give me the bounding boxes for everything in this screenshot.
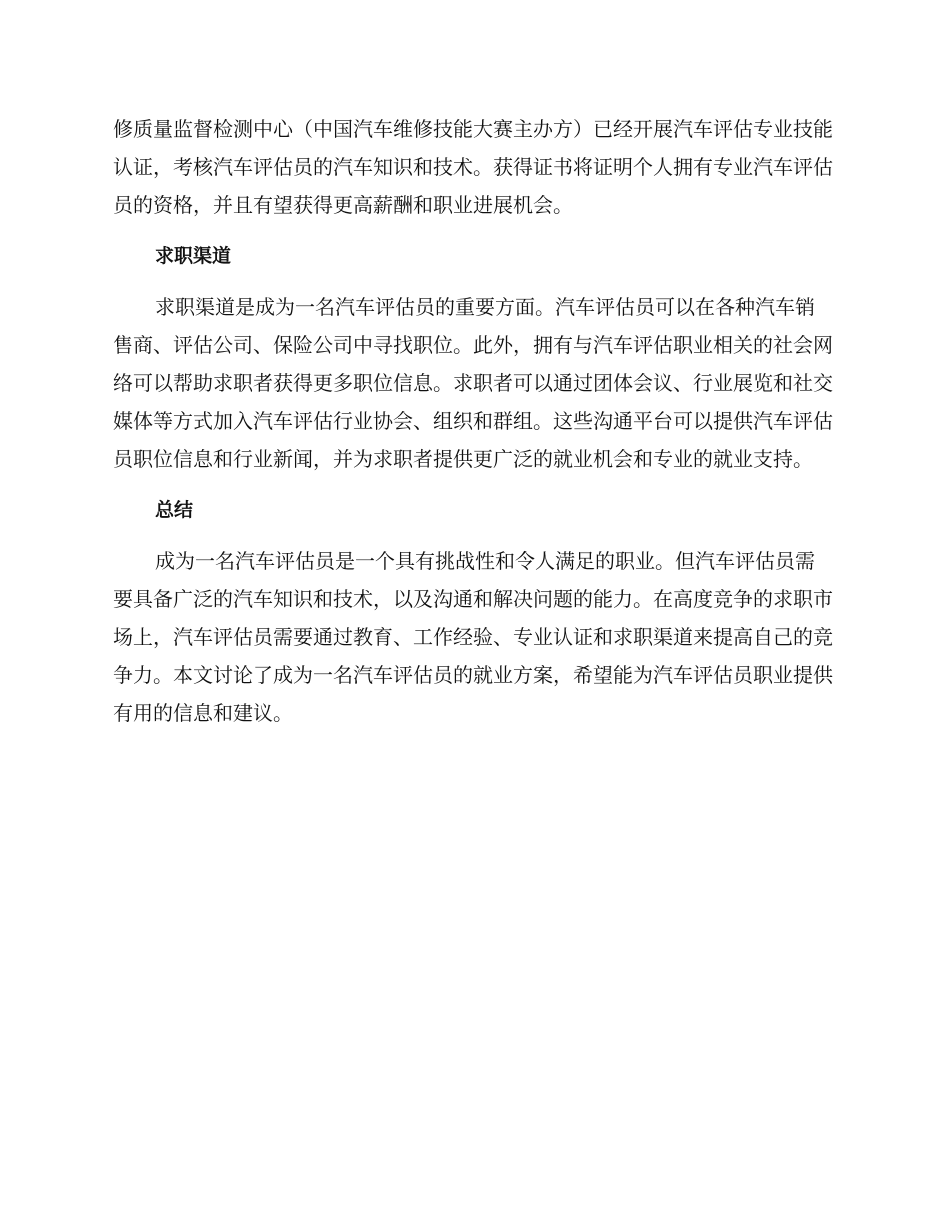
- intro-paragraph: 修质量监督检测中心（中国汽车维修技能大赛主办方）已经开展汽车评估专业技能认证，考核汽车评估员的汽车知识和技术。获得证书将证明个人拥有专业汽车评估员的资格，并且有望获得更高薪酬和职业进展机会。: [113, 117, 833, 217]
- section-heading-summary: 总结: [155, 499, 194, 521]
- section-heading-job-channels: 求职渠道: [155, 245, 232, 267]
- document-body: [113, 110, 833, 732]
- section-body-summary: 成为一名汽车评估员是一个具有挑战性和令人满足的职业。但汽车评估员需要具备广泛的汽车知识和技术，以及沟通和解决问题的能力。在高度竞争的求职市场上，汽车评估员需要通过教育、工作经验、专业认证和求职渠道来提高自己的竞争力。本文讨论了成为一名汽车评估员的就业方案，希望能为汽车评估员职业提供有用的信息和建议。: [113, 549, 833, 725]
- section-body-job-channels: 求职渠道是成为一名汽车评估员的重要方面。汽车评估员可以在各种汽车销售商、评估公司、保险公司中寻找职位。此外，拥有与汽车评估职业相关的社会网络可以帮助求职者获得更多职位信息。求职者可以通过团体会议、行业展览和社交媒体等方式加入汽车评估行业协会、组织和群组。这些沟通平台可以提供汽车评估员职位信息和行业新闻，并为求职者提供更广泛的就业机会和专业的就业支持。: [113, 295, 833, 471]
